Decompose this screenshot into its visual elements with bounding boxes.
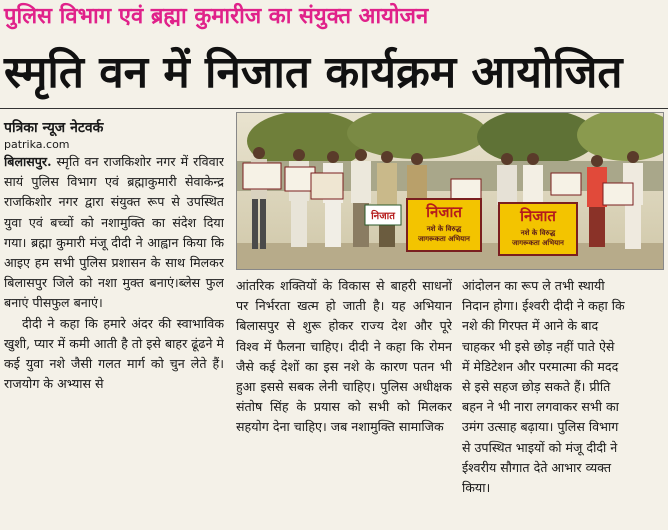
column-3-line: किया। xyxy=(462,480,491,496)
column-3-line: निदान होगा। ईश्वरी दीदी ने कहा कि xyxy=(462,298,625,314)
article-kicker: पुलिस विभाग एवं ब्रह्मा कुमारीज का संयुक्त आयोजन xyxy=(4,4,429,29)
byline xyxy=(4,118,230,152)
column-3-line: चाहकर भी इसे छोड़ नहीं पाते ऐसे xyxy=(462,338,615,354)
article-headline: स्मृति वन में निजात कार्यक्रम आयोजित xyxy=(4,47,623,98)
banner-right-title: निजात xyxy=(520,207,556,225)
column-3-line: बहन ने भी नारा लगवाकर सभी का xyxy=(462,399,619,415)
banner-left-sub2: जागरूकता अभियान xyxy=(418,235,470,243)
banner-right-sub2: जागरूकता अभियान xyxy=(512,239,564,247)
article-column-2 xyxy=(236,276,452,526)
article-column-3 xyxy=(462,276,668,526)
banner-left-title: निजात xyxy=(426,203,462,221)
small-sign-text: निजात xyxy=(371,211,395,222)
column-3-line: से उपस्थित भाइयों को मंजू दीदी ने xyxy=(462,439,618,455)
column-3-line: ईश्वरीय सौगात देते आभार व्यक्त xyxy=(462,459,612,475)
paragraph-2: दीदी ने कहा कि हमारे अंदर की स्वाभाविक खुशी, प्यार में कमी आती है तो इसे बाहर ढूंढने मे कई युवा नशे जैसी गलत मार्ग को चुन लेते हैं। राजयोग के अभ्यास से xyxy=(4,315,224,392)
column-3-line: उमंग उत्साह बढ़ाया। पुलिस विभाग xyxy=(462,419,619,435)
column-3-line: नशे की गिरफ्त में आने के बाद xyxy=(462,318,599,334)
news-agency: पत्रिका न्यूज नेटवर्क xyxy=(4,120,104,136)
website: patrika.com xyxy=(4,138,70,151)
event-photo xyxy=(236,112,664,270)
paragraph-1: स्मृति वन राजकिशोर नगर में रविवार सायं पुलिस विभाग एवं ब्रह्माकुमारी सेवाकेन्द्र राजकिशोर नगर द्वारा संयुक्त रूप से उपस्थित युवा एवं बच्चों को नशामुक्ति का संदेश दिया गया। ब्रह्मा कुमारी मंजू दीदी ने आह्वान किया कि आइए हम सभी पुलिस प्रशासन के साथ मिलकर बिलासपुर जिले को नशा मुक्त बनाएं।ब्लेस फुल बनाएं पीसफुल बनाएं। xyxy=(4,154,224,311)
column-2-text: आंतरिक शक्तियों के विकास से बाहरी साधनों पर निर्भरता खत्म हो जाती है। यह अभियान बिलासपुर से शुरू होकर राज्य देश और पूरे विश्व में फैलना चाहिए। दीदी ने कहा कि रोमन जैसे कई देशों का इस नशे के कारण पतन भी हुआ इससे सबक लेनी चाहिए। पुलिस अधीक्षक संतोष सिंह के प्रयास को सभी को मिलकर सहयोग देना चाहिए। जब नशामुक्ति सामाजिक xyxy=(236,278,452,435)
dateline: बिलासपुर. xyxy=(4,154,52,169)
column-3-line: आंदोलन का रूप ले तभी स्थायी xyxy=(462,278,605,293)
banner-left-sub1: नशे के विरुद्ध xyxy=(426,225,462,233)
column-3-line: से इसे सहज छोड़ सकते हैं। प्रीति xyxy=(462,379,611,395)
article-column-1 xyxy=(4,152,224,524)
column-3-line: में मेडिटेशन और परमात्मा की मदद xyxy=(462,358,619,374)
divider xyxy=(0,108,668,109)
banner-right-sub1: नशे के विरुद्ध xyxy=(520,229,556,237)
